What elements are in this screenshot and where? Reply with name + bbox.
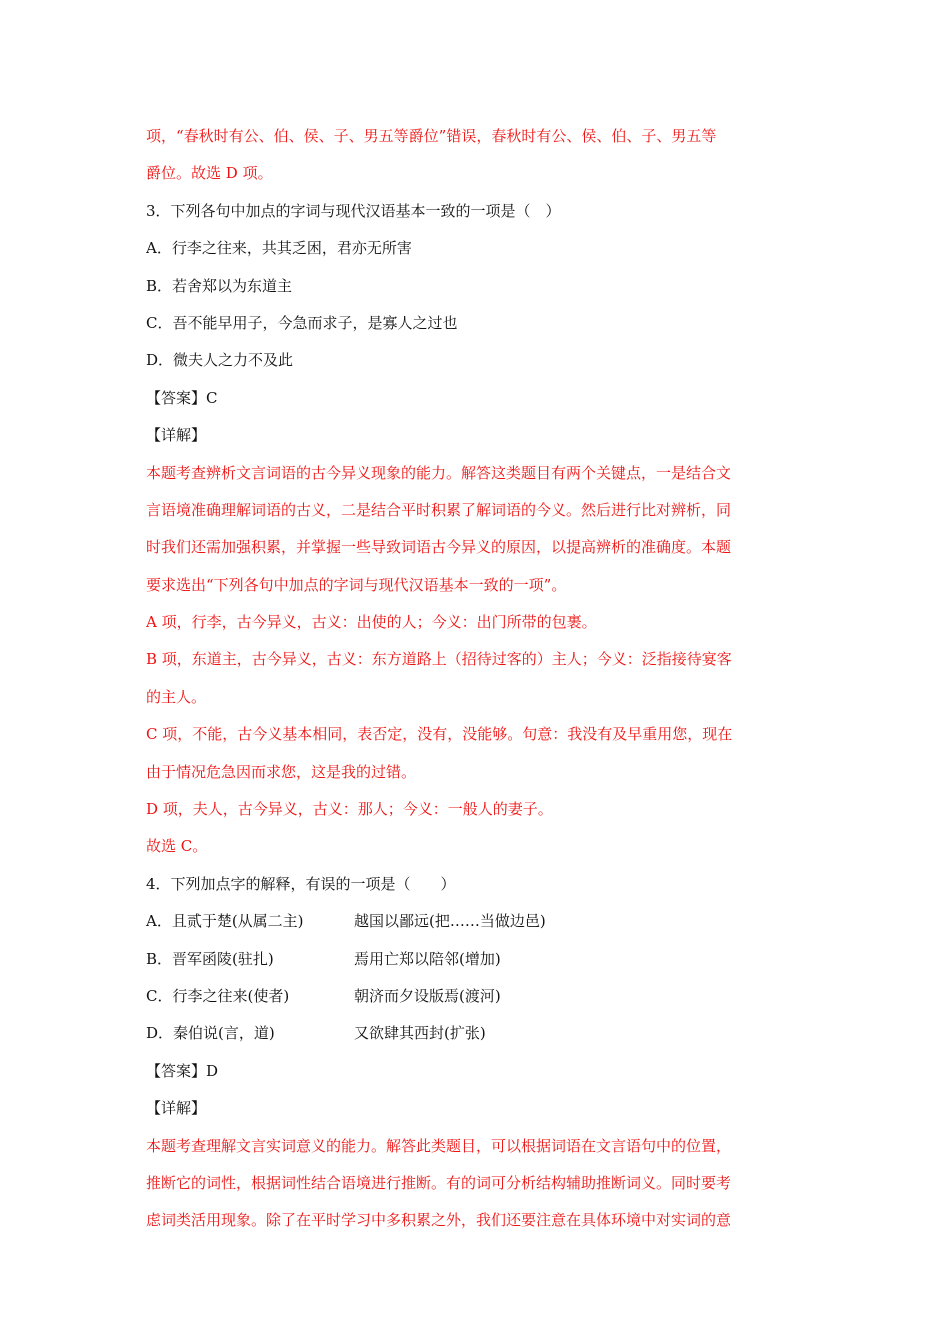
question-3-analysis-line: 本题考查辨析文言词语的古今异义现象的能力。解答这类题目有两个关键点，一是结合文 [146,463,732,482]
question-4-stem: 4．下列加点字的解释，有误的一项是（ ） [146,874,456,893]
question-3-option-b: B．若舍郑以为东道主 [146,276,293,295]
document-page [146,118,802,1240]
option-left: A．且贰于楚(从属二主) [146,912,304,931]
question-3-analysis-line: B 项，东道主，古今异义，古义：东方道路上（招待过客的）主人；今义：泛指接待宴客 [146,650,732,669]
question-4-detail-label: 【详解】 [146,1099,207,1118]
question-4-option-a [146,903,802,940]
question-3-analysis-line: 言语境准确理解词语的古义，二是结合平时积累了解词语的今义。然后进行比对辨析，同 [146,500,732,519]
question-3-analysis-line: 由于情况危急因而求您，这是我的过错。 [146,762,417,781]
question-3-option-a: A．行李之往来，共其乏困，君亦无所害 [146,239,412,258]
question-3-option-c: C．吾不能早用子，今急而求子，是寡人之过也 [146,313,458,332]
option-left: D．秦伯说(言，道) [146,1024,275,1043]
option-left: C．行李之往来(使者) [146,986,290,1005]
question-4-analysis-line: 本题考查理解文言实词意义的能力。解答此类题目，可以根据词语在文言语句中的位置， [146,1136,732,1155]
question-3-analysis-line: 的主人。 [146,687,207,706]
option-left: B．晋军函陵(驻扎) [146,949,274,968]
option-right: 越国以鄙远(把……当做边邑) [354,912,546,931]
question-4-option-d [146,1015,802,1052]
question-3-option-d: D．微夫人之力不及此 [146,351,294,370]
prev-analysis-line: 项，“春秋时有公、伯、侯、子、男五等爵位”错误，春秋时有公、侯、伯、子、男五等 [146,127,717,145]
option-right: 朝济而夕设版焉(渡河) [354,986,501,1005]
prev-analysis-line: 爵位。故选 D 项。 [146,164,273,183]
question-3-analysis-line: A 项，行李，古今异义，古义：出使的人；今义：出门所带的包裹。 [146,613,597,632]
question-3-conclusion: 故选 C。 [146,837,208,856]
question-3-analysis-line: 要求选出“下列各句中加点的字词与现代汉语基本一致的一项”。 [146,575,567,594]
question-4-option-c [146,978,802,1015]
question-3-stem: 3．下列各句中加点的字词与现代汉语基本一致的一项是（ ） [146,201,561,220]
question-3-analysis-line: D 项，夫人，古今异义，古义：那人；今义：一般人的妻子。 [146,800,553,819]
question-4-answer: 【答案】D [146,1061,219,1080]
question-3-analysis-line: C 项，不能，古今义基本相同，表否定，没有，没能够。句意：我没有及早重用您，现在 [146,725,733,744]
question-3-analysis-line: 时我们还需加强积累，并掌握一些导致词语古今异义的原因，以提高辨析的准确度。本题 [146,538,732,557]
question-3-answer: 【答案】C [146,388,218,407]
question-4-analysis-line: 虑词类活用现象。除了在平时学习中多积累之外，我们还要注意在具体环境中对实词的意 [146,1211,732,1230]
option-right: 又欲肆其西封(扩张) [354,1024,486,1043]
question-4-analysis-line: 推断它的词性，根据词性结合语境进行推断。有的词可分析结构辅助推断词义。同时要考 [146,1173,732,1192]
question-3-detail-label: 【详解】 [146,426,207,445]
question-4-option-b [146,941,802,978]
option-right: 焉用亡郑以陪邻(增加) [354,949,501,968]
